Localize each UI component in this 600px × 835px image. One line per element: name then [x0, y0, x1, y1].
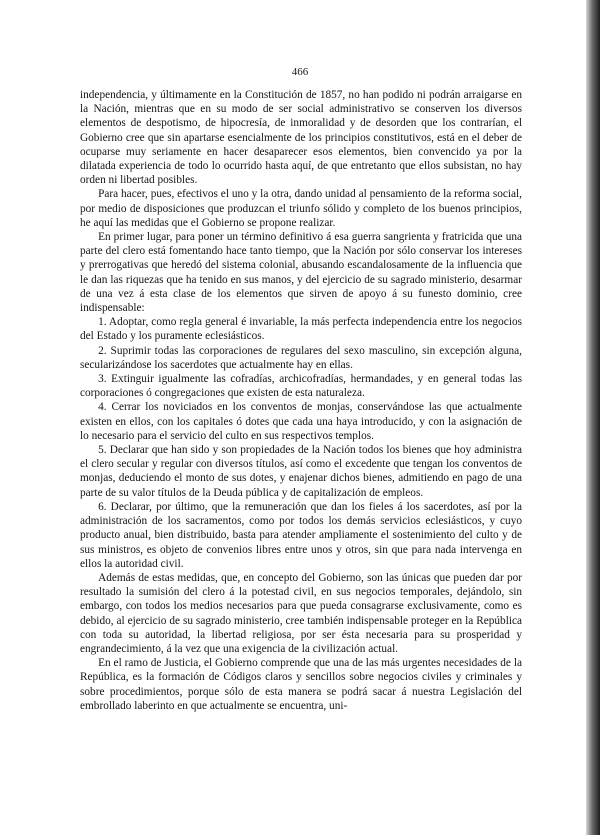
list-item-5: 5. Declarar que han sido y son propiedades de la Nación todos los bienes que hoy administra el clero secular y regular con diversos títulos, así como el excedente que tengan los conventos de monjas, deduciendo el monto de sus dotes, y enajenar dichos bienes, admitiendo en pago de una parte de su valor títulos de la Deuda pública y de capitalización de empleos. [80, 444, 522, 499]
list-item-1: 1. Adoptar, como regla general é invariable, la más perfecta independencia entre los negocios del Estado y los puramente eclesiásticos. [80, 316, 522, 343]
paragraph-religious-liberty: Además de estas medidas, que, en concepto del Gobierno, son las únicas que pueden dar por resultado la sumisión del clero á la potestad civil, en sus negocios temporales, dejándolo, sin embargo, con todos los medios necesarios para que pueda consagrarse exclusivamente, como es debido, al ejercicio de su sagrado ministerio, cree también indispensable proteger en la República con toda su autoridad, la libertad religiosa, por ser ésta necesaria para su prosperidad y engrandecimiento, á la vez que una exigencia de la civilización actual. [80, 571, 522, 655]
list-item-4: 4. Cerrar los noviciados en los conventos de monjas, conservándose las que actualmente existen en ellos, con los capitales ó dotes que cada una haya introducido, y con la asignación de lo necesario para el servicio del culto en sus respectivos templos. [80, 401, 522, 442]
page-number: 466 [291, 66, 309, 78]
paragraph-2: Para hacer, pues, efectivos el uno y la otra, dando unidad al pensamiento de la reforma social, por medio de disposiciones que produzcan el triunfo sólido y completo de los buenos principios, he aquí las medidas que el Gobierno se propone realizar. [80, 188, 522, 229]
paragraph-justice: En el ramo de Justicia, el Gobierno comprende que una de las más urgentes necesidades de la República, es la formación de Códigos claros y sencillos sobre negocios civiles y criminales y sobre procedimientos, porque sólo de esta manera se podrá sacar á nuestra Legislación del embrollado laberinto en que actualmente se encuentra, uni- [80, 657, 522, 712]
list-item-2: 2. Suprimir todas las corporaciones de regulares del sexo masculino, sin excepción alguna, secularizándose los sacerdotes que actualmente hay en ellas. [80, 344, 522, 371]
page-edge-shadow [586, 0, 600, 835]
paragraph-3: En primer lugar, para poner un término definitivo á esa guerra sangrienta y fratricida que una parte del clero está fomentando hace tanto tiempo, que la Nación por sólo conservar los intereses y prerrogativas que heredó del sistema colonial, abusando escandalosamente de la influencia que le dan las riquezas que ha tenido en sus manos, y del ejercicio de su sagrado ministerio, desarmar de una vez á esta clase de los elementos que sirven de apoyo á su funesto dominio, cree indispensable: [80, 231, 522, 315]
list-item-6: 6. Declarar, por último, que la remuneración que dan los fieles á los sacerdotes, así por la administración de los sacramentos, como por todos los demás servicios eclesiásticos, y cuyo producto anual, bien distribuido, basta para atender ampliamente el sostenimiento del culto y de sus ministros, es objeto de convenios libres entre unos y otros, sin que para nada intervenga en ellos la autoridad civil. [80, 500, 522, 570]
paragraph-1: independencia, y últimamente en la Constitución de 1857, no han podido ni podrán arraigarse en la Nación, mientras que en su modo de ser social administrativo se conserven los diversos elementos de despotismo, de hipocresía, de inmoralidad y de desorden que los contrarían, el Gobierno cree que sin apartarse esencialmente de los principios constitutivos, está en el deber de ocuparse muy seriamente en hacer desaparecer esos elementos, bien convencido ya por la dilatada experiencia de todo lo ocurrido hasta aquí, de que entretanto que ellos subsistan, no hay orden ni libertad posibles. [80, 89, 522, 187]
body-text [80, 88, 522, 713]
list-item-3: 3. Extinguir igualmente las cofradías, archicofradías, hermandades, y en general todas las corporaciones ó congregaciones que existen de esta naturaleza. [80, 373, 522, 400]
